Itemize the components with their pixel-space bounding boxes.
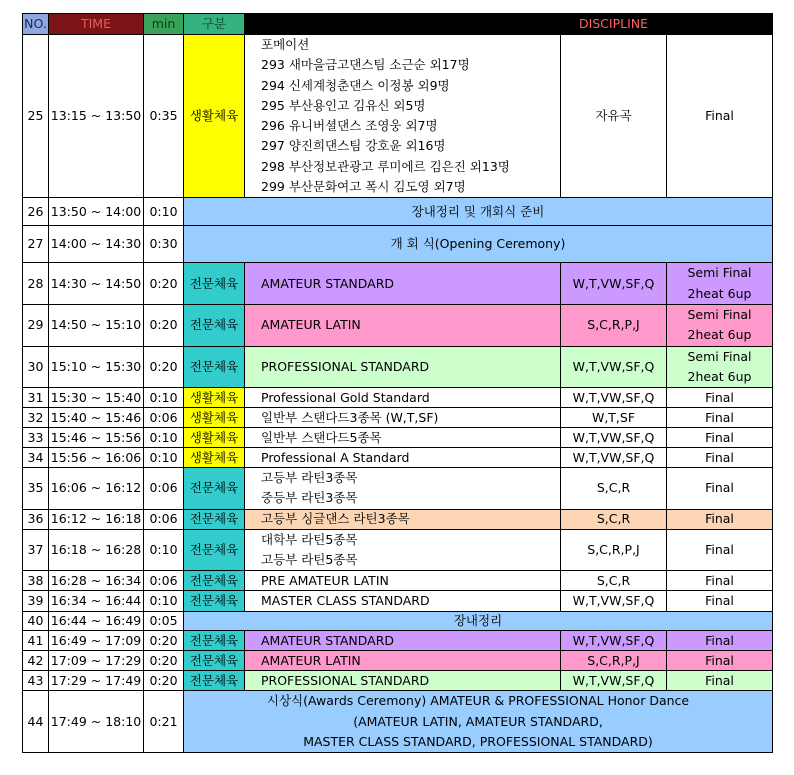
- table-row: [23, 651, 773, 671]
- table-row: [23, 408, 773, 428]
- cell-no: 30: [23, 346, 49, 388]
- round-line: 2heat 6up: [687, 327, 752, 343]
- round-line: Final: [705, 429, 734, 445]
- cell-no: 29: [23, 304, 49, 346]
- event-line: Professional A Standard: [261, 449, 410, 465]
- cell-round: [667, 346, 773, 388]
- event-line: AMATEUR STANDARD: [261, 275, 395, 291]
- cell-event: [245, 408, 561, 428]
- cell-category: 전문체육: [184, 304, 245, 346]
- table-row: [23, 571, 773, 591]
- table-row: [23, 631, 773, 651]
- cell-time: 15:40 ~ 15:46: [49, 408, 144, 428]
- cell-discipline: S,C,R,P,J: [561, 529, 667, 571]
- cell-category: 전문체육: [184, 468, 245, 510]
- cell-time: 16:06 ~ 16:12: [49, 468, 144, 510]
- cell-round: [667, 468, 773, 510]
- cell-round: [667, 388, 773, 408]
- event-line: AMATEUR LATIN: [261, 317, 361, 333]
- round-line: Semi Final: [687, 265, 752, 281]
- cell-time: 17:29 ~ 17:49: [49, 671, 144, 691]
- cell-discipline: S,C,R: [561, 468, 667, 510]
- cell-category: 전문체육: [184, 671, 245, 691]
- cell-round: [667, 529, 773, 571]
- cell-category: 생활체육: [184, 408, 245, 428]
- cell-round: [667, 591, 773, 612]
- event-line: 299 부산문화여고 폭시 김도영 외7명: [261, 179, 466, 195]
- round-line: Semi Final: [687, 348, 752, 364]
- table-row: [23, 612, 773, 631]
- table-row: [23, 448, 773, 468]
- cell-min: 0:06: [144, 408, 184, 428]
- cell-discipline: 자유곡: [561, 35, 667, 198]
- cell-min: 0:20: [144, 671, 184, 691]
- cell-discipline: S,C,R,P,J: [561, 651, 667, 671]
- table-row: [23, 428, 773, 448]
- cell-category: 전문체육: [184, 529, 245, 571]
- cell-round: [667, 671, 773, 691]
- cell-event: [245, 651, 561, 671]
- cell-discipline: W,T,VW,SF,Q: [561, 591, 667, 612]
- event-line: 포메이션: [261, 37, 310, 52]
- cell-time: 14:30 ~ 14:50: [49, 263, 144, 305]
- cell-time: 13:15 ~ 13:50: [49, 35, 144, 198]
- cell-no: 38: [23, 571, 49, 591]
- cell-discipline: W,T,VW,SF,Q: [561, 428, 667, 448]
- cell-round: [667, 35, 773, 198]
- cell-event: [245, 428, 561, 448]
- schedule-table: [22, 13, 773, 753]
- header-event: [245, 14, 561, 35]
- cell-event: [245, 591, 561, 612]
- cell-no: 44: [23, 691, 49, 753]
- cell-no: 28: [23, 263, 49, 305]
- table-row: [23, 263, 773, 305]
- cell-event: [245, 304, 561, 346]
- cell-min: 0:20: [144, 346, 184, 388]
- cell-time: 16:44 ~ 16:49: [49, 612, 144, 631]
- cell-no: 33: [23, 428, 49, 448]
- cell-discipline: W,T,VW,SF,Q: [561, 671, 667, 691]
- event-line: 대학부 라틴5종목: [261, 531, 358, 547]
- cell-discipline: S,C,R,P,J: [561, 304, 667, 346]
- round-line: Final: [705, 449, 734, 465]
- cell-discipline: W,T,VW,SF,Q: [561, 263, 667, 305]
- cell-round: [667, 651, 773, 671]
- header-min: min: [144, 14, 184, 35]
- round-line: Final: [705, 542, 734, 558]
- cell-time: 14:50 ~ 15:10: [49, 304, 144, 346]
- table-row: [23, 304, 773, 346]
- cell-round: [667, 448, 773, 468]
- table-row: [23, 198, 773, 226]
- cell-round: [667, 571, 773, 591]
- cell-span: [184, 691, 773, 753]
- table-row: [23, 509, 773, 529]
- round-line: Final: [705, 672, 734, 688]
- event-line: 294 신세계청춘댄스 이정봉 외9명: [261, 77, 450, 93]
- round-line: Final: [705, 409, 734, 425]
- span-line: (AMATEUR LATIN, AMATEUR STANDARD,: [353, 713, 603, 729]
- cell-event: [245, 263, 561, 305]
- cell-time: 15:10 ~ 15:30: [49, 346, 144, 388]
- cell-min: 0:30: [144, 226, 184, 263]
- round-line: Final: [705, 593, 734, 609]
- cell-discipline: S,C,R: [561, 571, 667, 591]
- table-row: [23, 346, 773, 388]
- cell-event: [245, 346, 561, 388]
- cell-min: 0:10: [144, 448, 184, 468]
- cell-no: 27: [23, 226, 49, 263]
- round-line: 2heat 6up: [687, 285, 752, 301]
- event-line: 293 새마을금고댄스팀 소근순 외17명: [261, 57, 470, 73]
- cell-time: 17:09 ~ 17:29: [49, 651, 144, 671]
- cell-discipline: S,C,R: [561, 509, 667, 529]
- cell-discipline: W,T,VW,SF,Q: [561, 346, 667, 388]
- event-line: PROFESSIONAL STANDARD: [261, 358, 430, 374]
- header-discipline: DISCIPLINE: [561, 14, 667, 35]
- table-row: [23, 671, 773, 691]
- cell-event: [245, 468, 561, 510]
- event-line: 일반부 스탠다드3종목 (W,T,SF): [261, 409, 439, 425]
- event-line: PROFESSIONAL STANDARD: [261, 672, 430, 688]
- span-line: 시상식(Awards Ceremony) AMATEUR & PROFESSIONAL Honor Dance: [266, 693, 690, 709]
- event-line: AMATEUR STANDARD: [261, 632, 395, 648]
- cell-time: 17:49 ~ 18:10: [49, 691, 144, 753]
- event-line: 일반부 스탠다드5종목: [261, 429, 382, 445]
- round-line: 2heat 6up: [687, 368, 752, 384]
- table-row: [23, 226, 773, 263]
- cell-round: [667, 509, 773, 529]
- cell-no: 36: [23, 509, 49, 529]
- round-line: Final: [705, 572, 734, 588]
- cell-category: 생활체육: [184, 428, 245, 448]
- cell-category: 전문체육: [184, 509, 245, 529]
- round-line: Final: [705, 632, 734, 648]
- cell-min: 0:20: [144, 631, 184, 651]
- cell-no: 31: [23, 388, 49, 408]
- cell-category: 전문체육: [184, 571, 245, 591]
- cell-no: 34: [23, 448, 49, 468]
- cell-min: 0:05: [144, 612, 184, 631]
- round-line: Semi Final: [687, 306, 752, 322]
- event-line: 고등부 싱글댄스 라틴3종목: [261, 511, 410, 527]
- cell-event: [245, 509, 561, 529]
- cell-event: [245, 35, 561, 198]
- event-line: 296 유니버셜댄스 조영웅 외7명: [261, 118, 438, 134]
- event-line: 297 양진희댄스팀 강호윤 외16명: [261, 138, 446, 154]
- event-line: 고등부 라틴3종목: [261, 470, 358, 486]
- cell-discipline: W,T,VW,SF,Q: [561, 448, 667, 468]
- cell-round: [667, 304, 773, 346]
- cell-no: 42: [23, 651, 49, 671]
- cell-event: [245, 671, 561, 691]
- cell-time: 16:28 ~ 16:34: [49, 571, 144, 591]
- cell-time: 15:56 ~ 16:06: [49, 448, 144, 468]
- round-line: Final: [705, 511, 734, 527]
- span-line: MASTER CLASS STANDARD, PROFESSIONAL STANDARD): [303, 733, 653, 749]
- event-line: MASTER CLASS STANDARD: [261, 593, 430, 609]
- cell-span: 장내정리: [184, 612, 773, 631]
- cell-min: 0:10: [144, 529, 184, 571]
- cell-no: 41: [23, 631, 49, 651]
- cell-category: 생활체육: [184, 388, 245, 408]
- cell-category: 전문체육: [184, 631, 245, 651]
- cell-min: 0:20: [144, 263, 184, 305]
- table-row: [23, 468, 773, 510]
- cell-category: 전문체육: [184, 651, 245, 671]
- table-row: [23, 591, 773, 612]
- cell-discipline: W,T,VW,SF,Q: [561, 388, 667, 408]
- header-round: [667, 14, 773, 35]
- cell-event: [245, 631, 561, 651]
- cell-time: 15:46 ~ 15:56: [49, 428, 144, 448]
- table-row: [23, 388, 773, 408]
- cell-round: [667, 428, 773, 448]
- cell-no: 35: [23, 468, 49, 510]
- table-row: [23, 35, 773, 198]
- cell-discipline: W,T,SF: [561, 408, 667, 428]
- cell-time: 16:34 ~ 16:44: [49, 591, 144, 612]
- cell-time: 13:50 ~ 14:00: [49, 198, 144, 226]
- cell-event: [245, 448, 561, 468]
- round-line: Final: [705, 389, 734, 405]
- event-line: 중등부 라틴3종목: [261, 490, 358, 506]
- cell-min: 0:06: [144, 571, 184, 591]
- header-no: NO.: [23, 14, 49, 35]
- cell-min: 0:06: [144, 468, 184, 510]
- cell-category: 생활체육: [184, 35, 245, 198]
- cell-min: 0:20: [144, 304, 184, 346]
- cell-min: 0:21: [144, 691, 184, 753]
- cell-discipline: W,T,VW,SF,Q: [561, 631, 667, 651]
- cell-event: [245, 571, 561, 591]
- table-row: [23, 529, 773, 571]
- event-line: 고등부 라틴5종목: [261, 552, 358, 568]
- cell-time: 16:18 ~ 16:28: [49, 529, 144, 571]
- header-row: [23, 14, 773, 35]
- cell-round: [667, 408, 773, 428]
- event-line: 295 부산용인고 김유신 외5명: [261, 97, 426, 113]
- cell-event: [245, 388, 561, 408]
- cell-no: 32: [23, 408, 49, 428]
- event-line: PRE AMATEUR LATIN: [261, 572, 389, 588]
- cell-min: 0:35: [144, 35, 184, 198]
- cell-no: 25: [23, 35, 49, 198]
- cell-min: 0:20: [144, 651, 184, 671]
- event-line: AMATEUR LATIN: [261, 652, 361, 668]
- round-line: Final: [705, 480, 734, 496]
- table-row: [23, 691, 773, 753]
- cell-span: 장내정리 및 개회식 준비: [184, 198, 773, 226]
- cell-min: 0:10: [144, 591, 184, 612]
- cell-category: 전문체육: [184, 591, 245, 612]
- cell-time: 14:00 ~ 14:30: [49, 226, 144, 263]
- cell-min: 0:10: [144, 198, 184, 226]
- cell-min: 0:10: [144, 388, 184, 408]
- cell-no: 40: [23, 612, 49, 631]
- cell-min: 0:06: [144, 509, 184, 529]
- cell-category: 전문체육: [184, 346, 245, 388]
- cell-no: 39: [23, 591, 49, 612]
- cell-round: [667, 263, 773, 305]
- cell-round: [667, 631, 773, 651]
- cell-time: 16:49 ~ 17:09: [49, 631, 144, 651]
- cell-no: 43: [23, 671, 49, 691]
- cell-time: 15:30 ~ 15:40: [49, 388, 144, 408]
- event-line: 298 부산정보관광고 루미에르 김은진 외13명: [261, 158, 510, 174]
- cell-time: 16:12 ~ 16:18: [49, 509, 144, 529]
- cell-span: 개 회 식(Opening Ceremony): [184, 226, 773, 263]
- round-line: Final: [705, 652, 734, 668]
- header-time: TIME: [49, 14, 144, 35]
- cell-no: 26: [23, 198, 49, 226]
- cell-no: 37: [23, 529, 49, 571]
- round-line: Final: [705, 108, 734, 124]
- cell-category: 생활체육: [184, 448, 245, 468]
- header-category: 구분: [184, 14, 245, 35]
- cell-min: 0:10: [144, 428, 184, 448]
- cell-category: 전문체육: [184, 263, 245, 305]
- cell-event: [245, 529, 561, 571]
- event-line: Professional Gold Standard: [261, 389, 430, 405]
